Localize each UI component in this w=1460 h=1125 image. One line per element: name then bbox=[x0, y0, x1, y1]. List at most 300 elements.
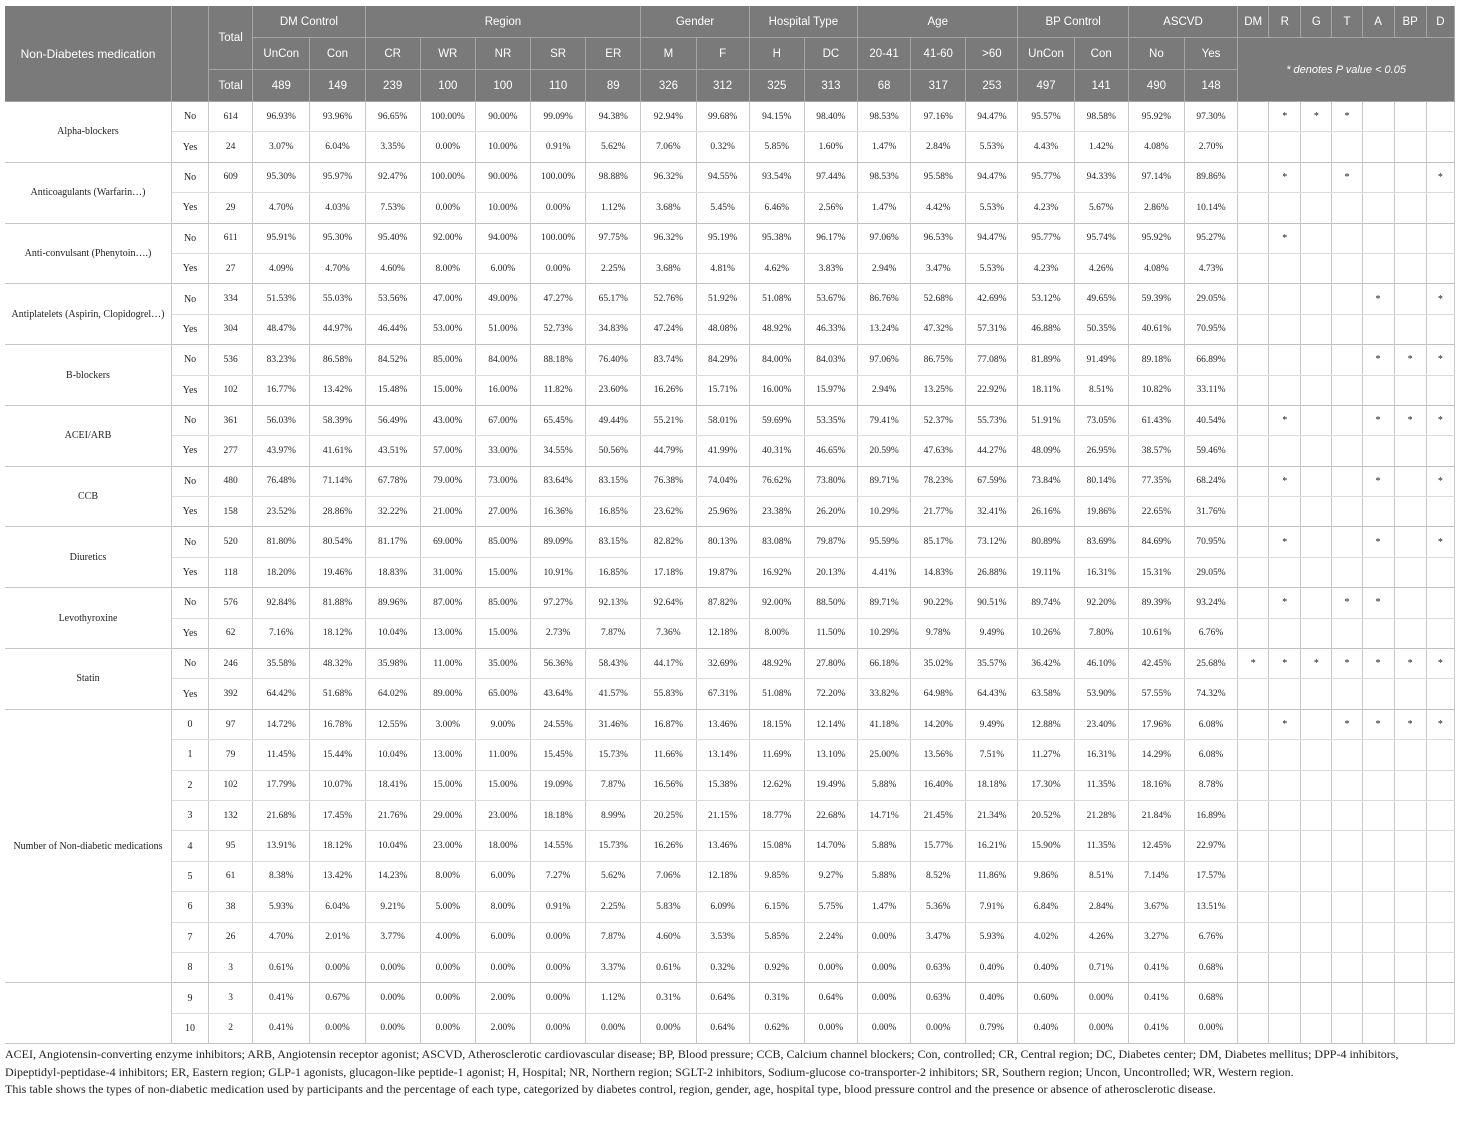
percentage-cell: 21.28% bbox=[1074, 800, 1128, 830]
row-total: 334 bbox=[209, 284, 253, 314]
table-row bbox=[5, 253, 1455, 283]
significance-cell bbox=[1301, 405, 1332, 435]
percentage-cell: 96.65% bbox=[365, 102, 420, 132]
table-row bbox=[5, 831, 1455, 861]
significance-cell: * bbox=[1362, 284, 1394, 314]
significance-cell bbox=[1301, 284, 1332, 314]
percentage-cell: 76.48% bbox=[253, 466, 310, 496]
percentage-cell: 0.32% bbox=[696, 952, 749, 982]
header-subgroup-total: 141 bbox=[1074, 70, 1128, 102]
percentage-cell: 4.60% bbox=[641, 922, 696, 952]
significance-cell bbox=[1426, 497, 1454, 527]
significance-cell bbox=[1269, 284, 1301, 314]
percentage-cell: 0.00% bbox=[586, 1013, 641, 1043]
table-row bbox=[5, 800, 1455, 830]
header-subgroup: CR bbox=[365, 38, 420, 70]
table-footnotes bbox=[5, 1046, 1455, 1099]
percentage-cell: 93.24% bbox=[1184, 588, 1237, 618]
significance-cell bbox=[1269, 557, 1301, 587]
significance-cell bbox=[1238, 1013, 1269, 1043]
table-row bbox=[5, 284, 1455, 314]
percentage-cell: 4.70% bbox=[310, 253, 365, 283]
percentage-cell: 79.00% bbox=[420, 466, 475, 496]
percentage-cell: 0.64% bbox=[804, 983, 857, 1013]
significance-cell bbox=[1426, 314, 1454, 344]
percentage-cell: 4.62% bbox=[749, 253, 804, 283]
percentage-cell: 32.22% bbox=[365, 497, 420, 527]
percentage-cell: 43.97% bbox=[253, 436, 310, 466]
percentage-cell: 98.53% bbox=[858, 102, 911, 132]
percentage-cell: 21.45% bbox=[911, 800, 966, 830]
percentage-cell: 80.89% bbox=[1018, 527, 1074, 557]
percentage-cell: 97.06% bbox=[858, 345, 911, 375]
significance-cell bbox=[1301, 740, 1332, 770]
percentage-cell: 58.39% bbox=[310, 405, 365, 435]
percentage-cell: 33.00% bbox=[475, 436, 530, 466]
percentage-cell: 19.49% bbox=[804, 770, 857, 800]
percentage-cell: 87.00% bbox=[420, 588, 475, 618]
percentage-cell: 2.73% bbox=[531, 618, 586, 648]
percentage-cell: 14.70% bbox=[804, 831, 857, 861]
percentage-cell: 57.31% bbox=[966, 314, 1018, 344]
percentage-cell: 23.38% bbox=[749, 497, 804, 527]
percentage-cell: 93.96% bbox=[310, 102, 365, 132]
significance-cell bbox=[1238, 618, 1269, 648]
percentage-cell: 22.92% bbox=[966, 375, 1018, 405]
percentage-cell: 95.91% bbox=[253, 223, 310, 253]
significance-cell bbox=[1332, 618, 1362, 648]
percentage-cell: 4.70% bbox=[253, 193, 310, 223]
percentage-cell: 89.71% bbox=[858, 588, 911, 618]
percentage-cell: 95.77% bbox=[1018, 162, 1074, 192]
significance-cell bbox=[1269, 983, 1301, 1013]
percentage-cell: 12.62% bbox=[749, 770, 804, 800]
percentage-cell: 41.61% bbox=[310, 436, 365, 466]
percentage-cell: 3.35% bbox=[365, 132, 420, 162]
percentage-cell: 12.55% bbox=[365, 709, 420, 739]
significance-cell bbox=[1238, 314, 1269, 344]
percentage-cell: 0.00% bbox=[475, 952, 530, 982]
header-subgroup: Con bbox=[310, 38, 365, 70]
percentage-cell: 95.38% bbox=[749, 223, 804, 253]
percentage-cell: 7.27% bbox=[531, 861, 586, 891]
percentage-cell: 97.16% bbox=[911, 102, 966, 132]
significance-cell bbox=[1394, 132, 1426, 162]
percentage-cell: 0.64% bbox=[696, 983, 749, 1013]
percentage-cell: 8.38% bbox=[253, 861, 310, 891]
percentage-cell: 41.18% bbox=[858, 709, 911, 739]
medication-name: B-blockers bbox=[5, 345, 172, 406]
significance-cell: * bbox=[1269, 649, 1301, 679]
percentage-cell: 16.00% bbox=[475, 375, 530, 405]
percentage-cell: 0.68% bbox=[1184, 952, 1237, 982]
significance-cell bbox=[1301, 132, 1332, 162]
percentage-cell: 90.00% bbox=[475, 162, 530, 192]
percentage-cell: 17.57% bbox=[1184, 861, 1237, 891]
significance-cell: * bbox=[1301, 102, 1332, 132]
significance-cell bbox=[1238, 557, 1269, 587]
percentage-cell: 0.41% bbox=[1128, 983, 1184, 1013]
percentage-cell: 50.56% bbox=[586, 436, 641, 466]
percentage-cell: 13.25% bbox=[911, 375, 966, 405]
percentage-cell: 44.27% bbox=[966, 436, 1018, 466]
row-total: 361 bbox=[209, 405, 253, 435]
percentage-cell: 57.55% bbox=[1128, 679, 1184, 709]
percentage-cell: 11.45% bbox=[253, 740, 310, 770]
significance-cell bbox=[1394, 618, 1426, 648]
significance-cell bbox=[1362, 922, 1394, 952]
header-total-label: Total bbox=[209, 70, 253, 102]
percentage-cell: 0.00% bbox=[531, 983, 586, 1013]
percentage-cell: 51.08% bbox=[749, 284, 804, 314]
percentage-cell: 21.77% bbox=[911, 497, 966, 527]
percentage-cell: 13.56% bbox=[911, 740, 966, 770]
percentage-cell: 22.68% bbox=[804, 800, 857, 830]
significance-cell bbox=[1394, 527, 1426, 557]
percentage-cell: 14.71% bbox=[858, 800, 911, 830]
percentage-cell: 89.74% bbox=[1018, 588, 1074, 618]
percentage-cell: 5.88% bbox=[858, 770, 911, 800]
percentage-cell: 92.00% bbox=[420, 223, 475, 253]
percentage-cell: 16.40% bbox=[911, 770, 966, 800]
row-total: 609 bbox=[209, 162, 253, 192]
table-description: This table shows the types of non-diabetic medication used by participants and the percentage of each type, categorized by diabetes control, region, gender, age, hospital type, blood pressure control and the presence or absence of atherosclerotic disease. bbox=[5, 1082, 1216, 1096]
medication-name: Antiplatelets (Aspirin, Clopidogrel…) bbox=[5, 284, 172, 345]
row-label: 4 bbox=[172, 831, 209, 861]
header-total: Total bbox=[209, 6, 253, 70]
percentage-cell: 95.30% bbox=[253, 162, 310, 192]
significance-cell bbox=[1426, 740, 1454, 770]
row-total: 26 bbox=[209, 922, 253, 952]
row-label: No bbox=[172, 223, 209, 253]
percentage-cell: 4.41% bbox=[858, 557, 911, 587]
percentage-cell: 89.39% bbox=[1128, 588, 1184, 618]
percentage-cell: 96.53% bbox=[911, 223, 966, 253]
table-row bbox=[5, 922, 1455, 952]
percentage-cell: 12.18% bbox=[696, 618, 749, 648]
table-row bbox=[5, 436, 1455, 466]
header-subgroup-total: 68 bbox=[858, 70, 911, 102]
table-row bbox=[5, 892, 1455, 922]
significance-cell bbox=[1394, 466, 1426, 496]
percentage-cell: 90.51% bbox=[966, 588, 1018, 618]
percentage-cell: 3.37% bbox=[586, 952, 641, 982]
percentage-cell: 52.76% bbox=[641, 284, 696, 314]
percentage-cell: 42.69% bbox=[966, 284, 1018, 314]
percentage-cell: 3.00% bbox=[420, 709, 475, 739]
percentage-cell: 99.68% bbox=[696, 102, 749, 132]
percentage-cell: 90.22% bbox=[911, 588, 966, 618]
row-label: Yes bbox=[172, 436, 209, 466]
significance-cell bbox=[1269, 497, 1301, 527]
significance-cell bbox=[1238, 800, 1269, 830]
percentage-cell: 80.13% bbox=[696, 527, 749, 557]
table-row bbox=[5, 345, 1455, 375]
percentage-cell: 57.00% bbox=[420, 436, 475, 466]
percentage-cell: 88.18% bbox=[531, 345, 586, 375]
row-total: 576 bbox=[209, 588, 253, 618]
significance-cell bbox=[1238, 436, 1269, 466]
percentage-cell: 16.85% bbox=[586, 557, 641, 587]
row-label: No bbox=[172, 405, 209, 435]
percentage-cell: 89.86% bbox=[1184, 162, 1237, 192]
percentage-cell: 0.91% bbox=[531, 892, 586, 922]
significance-cell bbox=[1332, 223, 1362, 253]
row-label: Yes bbox=[172, 679, 209, 709]
percentage-cell: 0.91% bbox=[531, 132, 586, 162]
percentage-cell: 0.61% bbox=[641, 952, 696, 982]
percentage-cell: 86.58% bbox=[310, 345, 365, 375]
percentage-cell: 98.58% bbox=[1074, 102, 1128, 132]
percentage-cell: 52.37% bbox=[911, 405, 966, 435]
percentage-cell: 5.53% bbox=[966, 193, 1018, 223]
significance-cell: * bbox=[1362, 527, 1394, 557]
header-subgroup-total: 148 bbox=[1184, 70, 1237, 102]
percentage-cell: 46.65% bbox=[804, 436, 857, 466]
header-significance-column: DM bbox=[1238, 6, 1269, 38]
significance-cell bbox=[1301, 557, 1332, 587]
percentage-cell: 43.64% bbox=[531, 679, 586, 709]
significance-cell bbox=[1301, 800, 1332, 830]
percentage-cell: 6.04% bbox=[310, 892, 365, 922]
percentage-cell: 13.46% bbox=[696, 709, 749, 739]
significance-cell bbox=[1394, 922, 1426, 952]
significance-cell: * bbox=[1394, 345, 1426, 375]
percentage-cell: 0.00% bbox=[641, 1013, 696, 1043]
row-label: No bbox=[172, 284, 209, 314]
percentage-cell: 4.60% bbox=[365, 253, 420, 283]
significance-cell bbox=[1426, 102, 1454, 132]
percentage-cell: 84.29% bbox=[696, 345, 749, 375]
percentage-cell: 13.14% bbox=[696, 740, 749, 770]
row-label: Yes bbox=[172, 497, 209, 527]
percentage-cell: 47.63% bbox=[911, 436, 966, 466]
percentage-cell: 53.56% bbox=[365, 284, 420, 314]
percentage-cell: 15.38% bbox=[696, 770, 749, 800]
percentage-cell: 83.74% bbox=[641, 345, 696, 375]
percentage-cell: 2.24% bbox=[804, 922, 857, 952]
percentage-cell: 82.82% bbox=[641, 527, 696, 557]
percentage-cell: 5.75% bbox=[804, 892, 857, 922]
significance-cell: * bbox=[1426, 649, 1454, 679]
header-subgroup: M bbox=[641, 38, 696, 70]
percentage-cell: 100.00% bbox=[420, 162, 475, 192]
significance-cell bbox=[1332, 770, 1362, 800]
percentage-cell: 7.16% bbox=[253, 618, 310, 648]
percentage-cell: 36.42% bbox=[1018, 649, 1074, 679]
percentage-cell: 15.97% bbox=[804, 375, 857, 405]
header-subgroup-total: 239 bbox=[365, 70, 420, 102]
significance-cell bbox=[1332, 405, 1362, 435]
row-label: 6 bbox=[172, 892, 209, 922]
row-total: 536 bbox=[209, 345, 253, 375]
percentage-cell: 11.86% bbox=[966, 861, 1018, 891]
percentage-cell: 73.05% bbox=[1074, 405, 1128, 435]
percentage-cell: 40.31% bbox=[749, 436, 804, 466]
percentage-cell: 29.05% bbox=[1184, 557, 1237, 587]
percentage-cell: 51.08% bbox=[749, 679, 804, 709]
header-subgroup: Yes bbox=[1184, 38, 1237, 70]
percentage-cell: 4.23% bbox=[1018, 253, 1074, 283]
percentage-cell: 92.84% bbox=[253, 588, 310, 618]
percentage-cell: 2.00% bbox=[475, 1013, 530, 1043]
percentage-cell: 76.62% bbox=[749, 466, 804, 496]
percentage-cell: 7.36% bbox=[641, 618, 696, 648]
percentage-cell: 8.00% bbox=[420, 253, 475, 283]
row-label: Yes bbox=[172, 253, 209, 283]
percentage-cell: 1.47% bbox=[858, 193, 911, 223]
row-label: 7 bbox=[172, 922, 209, 952]
percentage-cell: 89.00% bbox=[420, 679, 475, 709]
header-group: Gender bbox=[641, 6, 749, 38]
row-total: 3 bbox=[209, 952, 253, 982]
percentage-cell: 3.83% bbox=[804, 253, 857, 283]
percentage-cell: 70.95% bbox=[1184, 314, 1237, 344]
percentage-cell: 58.43% bbox=[586, 649, 641, 679]
percentage-cell: 76.40% bbox=[586, 345, 641, 375]
row-label: 5 bbox=[172, 861, 209, 891]
significance-cell: * bbox=[1426, 405, 1454, 435]
percentage-cell: 0.40% bbox=[1018, 952, 1074, 982]
percentage-cell: 0.00% bbox=[420, 1013, 475, 1043]
percentage-cell: 100.00% bbox=[531, 162, 586, 192]
significance-cell bbox=[1269, 861, 1301, 891]
percentage-cell: 78.23% bbox=[911, 466, 966, 496]
percentage-cell: 7.06% bbox=[641, 132, 696, 162]
percentage-cell: 65.45% bbox=[531, 405, 586, 435]
percentage-cell: 94.33% bbox=[1074, 162, 1128, 192]
header-group: ASCVD bbox=[1128, 6, 1237, 38]
percentage-cell: 0.31% bbox=[749, 983, 804, 1013]
percentage-cell: 17.18% bbox=[641, 557, 696, 587]
percentage-cell: 9.49% bbox=[966, 618, 1018, 648]
percentage-cell: 81.88% bbox=[310, 588, 365, 618]
percentage-cell: 12.45% bbox=[1128, 831, 1184, 861]
significance-cell bbox=[1332, 861, 1362, 891]
significance-cell: * bbox=[1269, 102, 1301, 132]
percentage-cell: 23.00% bbox=[475, 800, 530, 830]
abbreviations-note: ACEI, Angiotensin-converting enzyme inhibitors; ARB, Angiotensin receptor agonist; ASCVD, Atherosclerotic cardiovascular disease; BP, Blood pressure; CCB, Calcium channel blockers; Con, controlled; CR, Central region; DC, Diabetes center; DM, Diabetes mellitus; DPP-4 inhibitors, Dipeptidyl-peptidase-4 inhibitors; ER, Eastern region; GLP-1 agonists, glucagon-like peptide-1 agonist; H, Hospital; NR, Northern region; SGLT-2 inhibitors, Sodium-glucose co-transporter-2 inhibitors; SR, Southern region; Uncon, Uncontrolled; WR, Western region. bbox=[5, 1047, 1399, 1079]
percentage-cell: 16.36% bbox=[531, 497, 586, 527]
percentage-cell: 3.27% bbox=[1128, 922, 1184, 952]
percentage-cell: 16.89% bbox=[1184, 800, 1237, 830]
percentage-cell: 2.70% bbox=[1184, 132, 1237, 162]
percentage-cell: 0.00% bbox=[911, 1013, 966, 1043]
significance-cell bbox=[1426, 831, 1454, 861]
percentage-cell: 0.00% bbox=[858, 952, 911, 982]
significance-cell bbox=[1238, 132, 1269, 162]
percentage-cell: 15.90% bbox=[1018, 831, 1074, 861]
header-corner-label: Non-Diabetes medication bbox=[5, 6, 172, 102]
significance-cell bbox=[1269, 132, 1301, 162]
significance-cell: * bbox=[1269, 162, 1301, 192]
significance-cell bbox=[1238, 831, 1269, 861]
percentage-cell: 5.93% bbox=[966, 922, 1018, 952]
percentage-cell: 65.00% bbox=[475, 679, 530, 709]
percentage-cell: 24.55% bbox=[531, 709, 586, 739]
percentage-cell: 13.00% bbox=[420, 740, 475, 770]
percentage-cell: 95.19% bbox=[696, 223, 749, 253]
table-body bbox=[5, 102, 1455, 1044]
row-total: 480 bbox=[209, 466, 253, 496]
percentage-cell: 12.18% bbox=[696, 861, 749, 891]
percentage-cell: 4.26% bbox=[1074, 922, 1128, 952]
percentage-cell: 46.33% bbox=[804, 314, 857, 344]
percentage-cell: 73.12% bbox=[966, 527, 1018, 557]
percentage-cell: 5.88% bbox=[858, 861, 911, 891]
row-label: Yes bbox=[172, 132, 209, 162]
percentage-cell: 20.52% bbox=[1018, 800, 1074, 830]
percentage-cell: 46.10% bbox=[1074, 649, 1128, 679]
significance-cell: * bbox=[1332, 588, 1362, 618]
percentage-cell: 64.98% bbox=[911, 679, 966, 709]
significance-cell bbox=[1301, 679, 1332, 709]
percentage-cell: 18.20% bbox=[253, 557, 310, 587]
percentage-cell: 97.14% bbox=[1128, 162, 1184, 192]
percentage-cell: 95.58% bbox=[911, 162, 966, 192]
significance-cell bbox=[1362, 952, 1394, 982]
significance-cell: * bbox=[1362, 466, 1394, 496]
percentage-cell: 10.07% bbox=[310, 770, 365, 800]
percentage-cell: 0.00% bbox=[1074, 1013, 1128, 1043]
row-label: Yes bbox=[172, 557, 209, 587]
percentage-cell: 85.17% bbox=[911, 527, 966, 557]
percentage-cell: 83.23% bbox=[253, 345, 310, 375]
percentage-cell: 14.55% bbox=[531, 831, 586, 861]
percentage-cell: 0.41% bbox=[253, 983, 310, 1013]
percentage-cell: 16.21% bbox=[966, 831, 1018, 861]
significance-cell bbox=[1269, 436, 1301, 466]
percentage-cell: 5.53% bbox=[966, 132, 1018, 162]
percentage-cell: 7.06% bbox=[641, 861, 696, 891]
header-subgroup: ER bbox=[586, 38, 641, 70]
percentage-cell: 0.00% bbox=[365, 983, 420, 1013]
percentage-cell: 8.52% bbox=[911, 861, 966, 891]
row-total: 132 bbox=[209, 800, 253, 830]
percentage-cell: 11.50% bbox=[804, 618, 857, 648]
percentage-cell: 11.00% bbox=[420, 649, 475, 679]
percentage-cell: 0.67% bbox=[310, 983, 365, 1013]
percentage-cell: 63.58% bbox=[1018, 679, 1074, 709]
percentage-cell: 95.59% bbox=[858, 527, 911, 557]
table-row bbox=[5, 952, 1455, 982]
significance-cell: * bbox=[1238, 649, 1269, 679]
significance-cell bbox=[1269, 345, 1301, 375]
percentage-cell: 85.00% bbox=[420, 345, 475, 375]
percentage-cell: 66.89% bbox=[1184, 345, 1237, 375]
medication-name: CCB bbox=[5, 466, 172, 527]
header-subgroup: H bbox=[749, 38, 804, 70]
percentage-cell: 0.00% bbox=[804, 1013, 857, 1043]
percentage-cell: 0.00% bbox=[858, 922, 911, 952]
header-subgroup: 41-60 bbox=[911, 38, 966, 70]
significance-cell bbox=[1238, 740, 1269, 770]
significance-cell bbox=[1362, 193, 1394, 223]
significance-cell bbox=[1362, 831, 1394, 861]
significance-cell bbox=[1269, 253, 1301, 283]
table-row bbox=[5, 162, 1455, 192]
percentage-cell: 8.51% bbox=[1074, 861, 1128, 891]
percentage-cell: 16.92% bbox=[749, 557, 804, 587]
percentage-cell: 25.00% bbox=[858, 740, 911, 770]
row-total: 102 bbox=[209, 375, 253, 405]
percentage-cell: 12.88% bbox=[1018, 709, 1074, 739]
percentage-cell: 95.97% bbox=[310, 162, 365, 192]
significance-cell bbox=[1269, 770, 1301, 800]
percentage-cell: 97.75% bbox=[586, 223, 641, 253]
significance-cell bbox=[1301, 922, 1332, 952]
percentage-cell: 61.43% bbox=[1128, 405, 1184, 435]
